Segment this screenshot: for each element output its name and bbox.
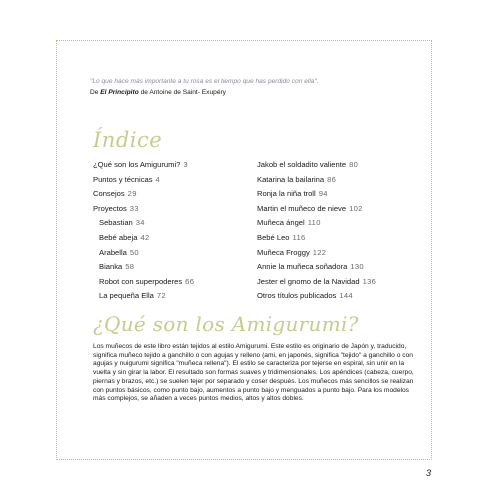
toc-entry-page: 34 [135, 218, 145, 228]
toc-entry-label: Puntos y técnicas [93, 174, 153, 184]
toc-entry [93, 231, 233, 246]
epigraph-quote: "Lo que hace más importante a tu rosa es el tiempo que has perdido con ella". [90, 78, 319, 85]
toc-entry [93, 289, 233, 304]
epigraph-attribution [90, 88, 430, 97]
toc-entry-label: Proyectos [93, 203, 127, 213]
toc-entry-page: 29 [127, 189, 137, 199]
toc-entry-label: Robot con superpoderes [99, 276, 183, 286]
toc-entry-page: 102 [349, 203, 363, 213]
toc-entry [93, 246, 233, 261]
toc-entry-page: 130 [350, 262, 364, 272]
toc-entry-label: Jakob el soldadito valiente [257, 160, 347, 169]
page-number: 3 [426, 468, 432, 478]
toc-entry [257, 275, 427, 290]
toc-left-column [93, 158, 233, 304]
toc-entry [93, 173, 233, 188]
toc-entry [93, 158, 233, 173]
toc-entry-label: Otros títulos publicados [257, 291, 337, 301]
attribution-prefix: De [90, 89, 101, 96]
toc-entry [257, 260, 427, 275]
toc-entry-page: 33 [129, 203, 139, 213]
toc-entry-page: 58 [125, 262, 135, 272]
index-heading: Índice [93, 128, 163, 152]
toc-entry-page: 4 [155, 174, 161, 184]
toc-entry [93, 187, 233, 202]
toc-entry-page: 66 [185, 276, 195, 286]
toc-entry-page: 86 [327, 174, 337, 184]
toc-entry [93, 260, 233, 275]
section-body-text: Los muñecos de este libro están tejidos al estilo Amigurumi. Este estilo es originario de Japón y, traducido, significa muñeco tejido a ganchillo o con agujas y relleno (ami, en japonés, significa "tejido" a ganchillo o con agujas y nuigurumi significa "muñeca rellena"). El estilo se caracteriza por tejerse en espiral, sin unir en la vuelta y sin girar la labor. El resultado son formas suaves y tridimensionales. Los apéndices (cabeza, cuerpo, piernas y brazos, etc.) se suelen tejer por separado y coser después. Los muñecos más sencillos se realizan con puntos básicos, como punto bajo, aumentos a punto bajo y menguados a punto bajo. Para los modelos más complejos, se añaden a veces puntos medios, altos y altos dobles. [93, 343, 414, 403]
toc-entry-label: Arabella [99, 247, 127, 257]
toc-entry [93, 216, 233, 231]
toc-right-column [257, 158, 427, 304]
toc-entry [93, 275, 233, 290]
toc-entry-label: Muñeca ángel [257, 218, 305, 228]
toc-entry-label: Jester el gnomo de la Navidad [257, 276, 360, 286]
toc-entry [257, 173, 427, 188]
toc-entry-label: Consejos [93, 189, 125, 199]
toc-entry-page: 144 [339, 291, 353, 301]
toc-entry-page: 116 [292, 232, 306, 242]
toc-entry [257, 289, 427, 304]
toc-entry [257, 187, 427, 202]
toc-entry-label: Martin el muñeco de nieve [257, 203, 347, 213]
toc-entry-page: 42 [140, 232, 150, 242]
toc-entry [257, 158, 427, 173]
toc-entry-page: 110 [307, 218, 321, 228]
toc-entry-page: 3 [183, 160, 188, 169]
toc-entry-label: Ronja la niña troll [257, 189, 316, 199]
toc-entry-label: Annie la muñeca soñadora [257, 262, 348, 272]
toc-entry-label: Bebé Leo [257, 232, 290, 242]
toc-entry-page: 50 [129, 247, 139, 257]
toc-entry-page: 80 [349, 160, 359, 169]
attribution-suffix: de Antoine de Saint- Exupéry [138, 89, 226, 96]
toc-entry-label: Muñeca Froggy [257, 247, 310, 257]
toc-entry-label: Bianka [99, 262, 123, 272]
toc-entry-page: 72 [156, 291, 166, 301]
toc-entry-label: Sebastian [99, 218, 133, 228]
toc-entry-label: Bebé abeja [99, 232, 138, 242]
toc-entry-label: Katarina la bailarina [257, 174, 325, 184]
toc-entry-page: 94 [318, 189, 328, 199]
toc-entry-label: La pequeña Ella [99, 291, 154, 301]
toc-entry [93, 202, 233, 217]
book-title: El Principito [100, 89, 139, 96]
section-heading: ¿Qué son los Amigurumi? [93, 312, 359, 336]
toc-entry-page: 122 [312, 247, 327, 257]
toc-entry-label: ¿Qué son los Amigurumi? [93, 160, 181, 169]
toc-entry-page: 136 [362, 276, 377, 286]
toc-entry [257, 216, 427, 231]
toc-entry [257, 202, 427, 217]
toc-entry [257, 246, 427, 261]
toc-entry [257, 231, 427, 246]
